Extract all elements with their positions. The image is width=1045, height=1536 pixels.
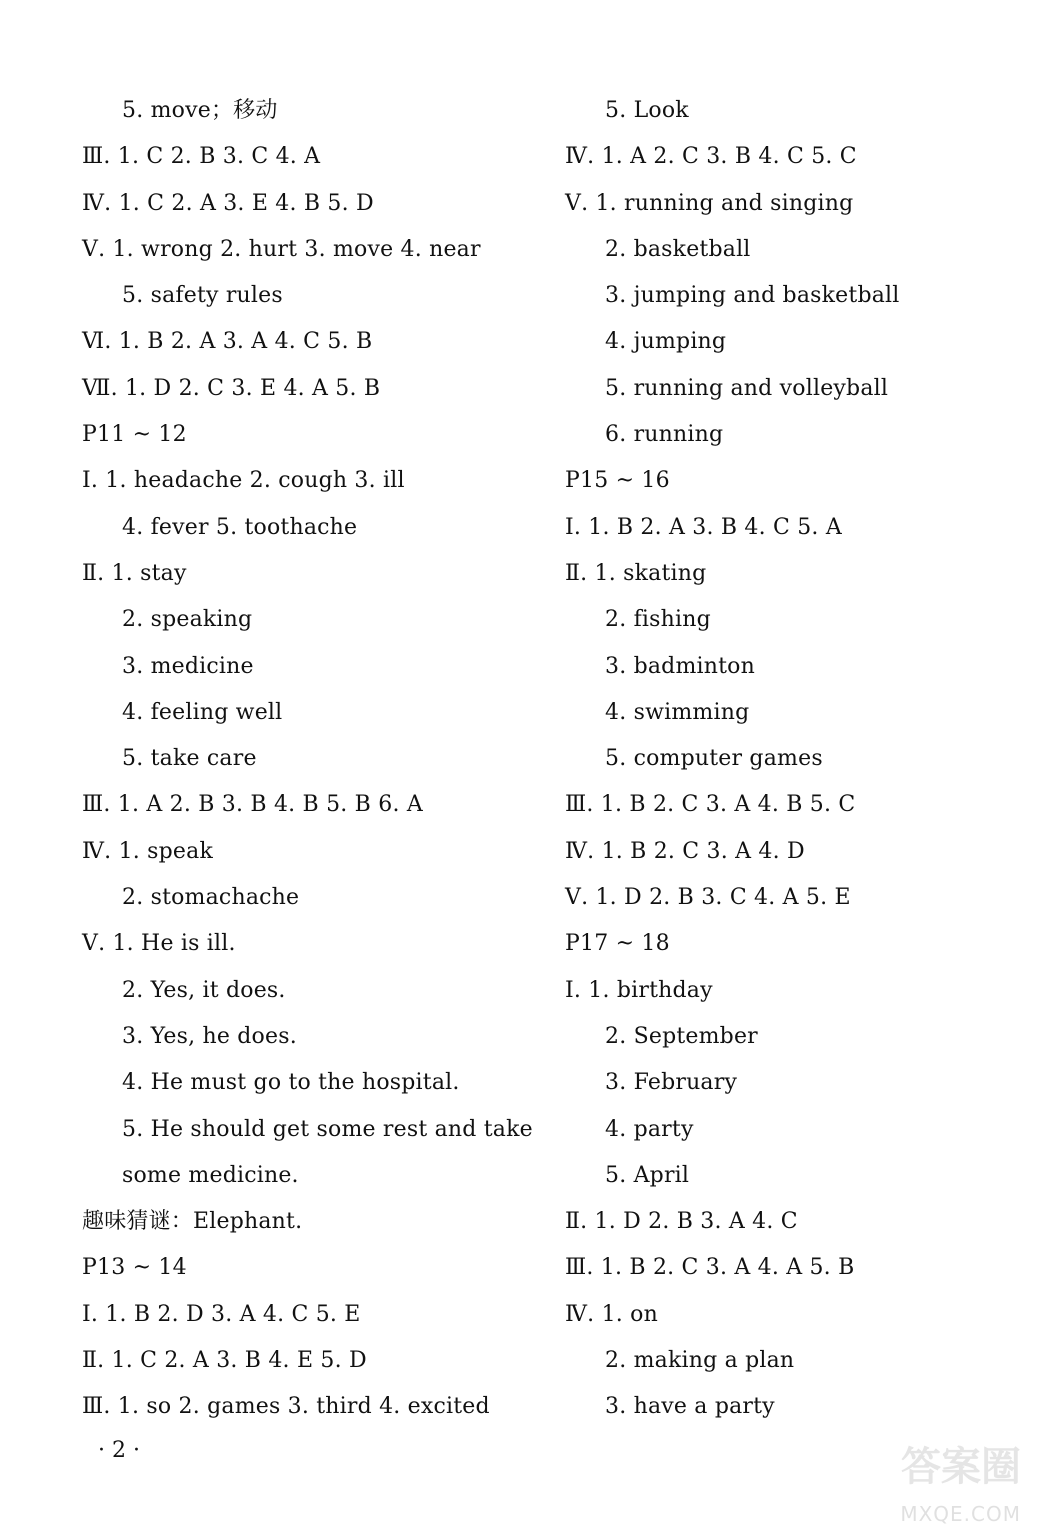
answer-line: 2. fishing [605, 607, 711, 633]
answer-line: Ⅱ. 1. C 2. A 3. B 4. E 5. D [82, 1348, 367, 1374]
answer-line: Ⅴ. 1. wrong 2. hurt 3. move 4. near [82, 236, 481, 262]
answer-line: Ⅲ. 1. A 2. B 3. B 4. B 5. B 6. A [82, 792, 423, 818]
answer-line: 5. take care [122, 746, 257, 772]
answer-line: 2. September [605, 1023, 758, 1049]
answer-line: 2. basketball [605, 236, 751, 262]
answer-line: P11 ~ 12 [82, 422, 187, 448]
answer-line: Ⅲ. 1. B 2. C 3. A 4. B 5. C [565, 792, 856, 818]
answer-line: 4. party [605, 1116, 694, 1142]
answer-line: Ⅳ. 1. C 2. A 3. E 4. B 5. D [82, 190, 374, 216]
answer-line: Ⅶ. 1. D 2. C 3. E 4. A 5. B [82, 375, 381, 401]
answer-line: Ⅳ. 1. speak [82, 838, 213, 864]
right-answer-column [565, 88, 1025, 1431]
answer-line: 趣味猜谜：Elephant. [82, 1209, 303, 1235]
answer-line: 6. running [605, 422, 724, 448]
answer-line: Ⅰ. 1. B 2. D 3. A 4. C 5. E [82, 1301, 361, 1327]
answer-line: Ⅴ. 1. He is ill. [82, 931, 236, 957]
answer-line: P13 ~ 14 [82, 1255, 187, 1281]
answer-line: 4. He must go to the hospital. [122, 1070, 460, 1096]
answer-line: P15 ~ 16 [565, 468, 670, 494]
answer-line: Ⅲ. 1. B 2. C 3. A 4. A 5. B [565, 1255, 855, 1281]
answer-line: 5. April [605, 1162, 690, 1188]
answer-line: 2. speaking [122, 607, 253, 633]
answer-line: 4. feeling well [122, 699, 283, 725]
answer-line: Ⅴ. 1. running and singing [565, 190, 854, 216]
answer-line: Ⅳ. 1. B 2. C 3. A 4. D [565, 838, 805, 864]
watermark-text: MXQE.COM [900, 1502, 1021, 1526]
answer-line: 3. Yes, he does. [122, 1023, 297, 1049]
answer-line: Ⅰ. 1. headache 2. cough 3. ill [82, 468, 405, 494]
watermark-logo: 答案圈 [901, 1444, 1021, 1490]
answer-line: Ⅱ. 1. stay [82, 560, 187, 586]
answer-line: Ⅳ. 1. A 2. C 3. B 4. C 5. C [565, 144, 857, 170]
answer-line: 5. move；移动 [122, 98, 278, 123]
answer-line: Ⅳ. 1. on [565, 1301, 658, 1327]
answer-line: 3. have a party [605, 1394, 775, 1420]
page-number: · 2 · [98, 1438, 140, 1463]
answer-line: Ⅱ. 1. skating [565, 560, 707, 586]
answer-line: Ⅰ. 1. B 2. A 3. B 4. C 5. A [565, 514, 842, 540]
answer-line: 2. making a plan [605, 1348, 795, 1374]
answer-line: 3. medicine [122, 653, 254, 679]
answer-line: 4. swimming [605, 699, 750, 725]
answer-line: 5. Look [605, 98, 689, 123]
answer-line: 5. He should get some rest and take [122, 1116, 533, 1142]
left-answer-column [82, 88, 542, 1431]
answer-line: 2. Yes, it does. [122, 977, 286, 1003]
answer-line: Ⅲ. 1. so 2. games 3. third 4. excited [82, 1394, 490, 1420]
watermark [855, 1412, 1035, 1532]
answer-line: 3. jumping and basketball [605, 283, 900, 309]
answer-line: 3. February [605, 1070, 738, 1096]
answer-line: Ⅱ. 1. D 2. B 3. A 4. C [565, 1209, 798, 1235]
answer-line: 4. jumping [605, 329, 727, 355]
answer-line: some medicine. [122, 1162, 299, 1188]
answer-line: 5. safety rules [122, 283, 283, 309]
answer-line: P17 ~ 18 [565, 931, 670, 957]
answer-line: Ⅴ. 1. D 2. B 3. C 4. A 5. E [565, 885, 851, 911]
answer-line: 2. stomachache [122, 885, 300, 911]
answer-line: Ⅵ. 1. B 2. A 3. A 4. C 5. B [82, 329, 373, 355]
answer-line: 3. badminton [605, 653, 755, 679]
answer-line: 4. fever 5. toothache [122, 514, 358, 540]
answer-line: Ⅰ. 1. birthday [565, 977, 713, 1003]
answer-line: 5. computer games [605, 746, 823, 772]
answer-line: Ⅲ. 1. C 2. B 3. C 4. A [82, 144, 321, 170]
answer-line: 5. running and volleyball [605, 375, 889, 401]
